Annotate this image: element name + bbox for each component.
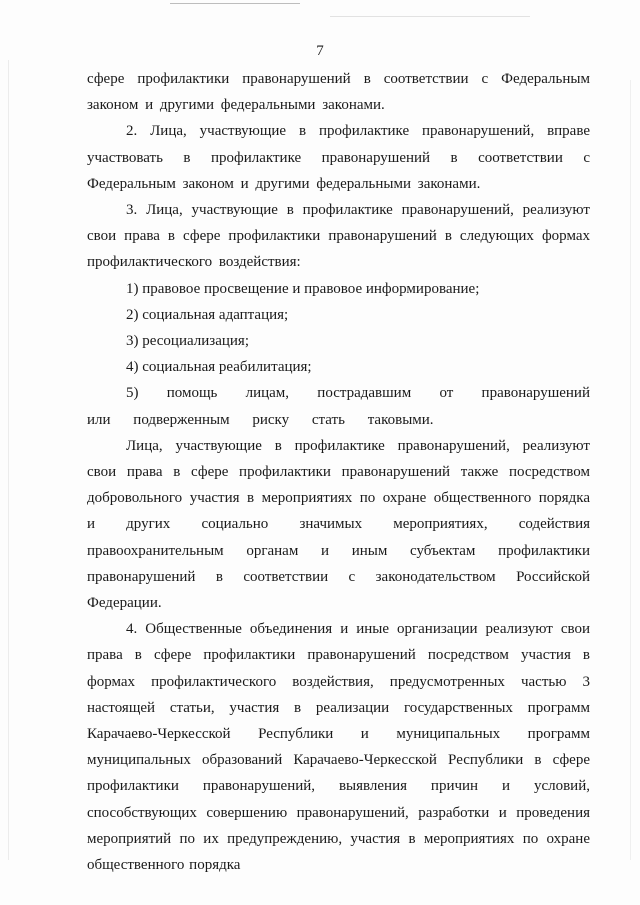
list-item-5: 5) помощь лицам, пострадавшим от правонарушений или подверженным риску стать таковыми.	[87, 385, 590, 428]
scan-artifact-top-right	[330, 16, 530, 17]
list-item-1: 1) правовое просвещение и правовое информирование;	[126, 280, 480, 297]
paragraph-continuation: сфере профилактики правонарушений в соответствии с Федеральным законом и другими федеральными законами.	[87, 71, 590, 114]
page-number: 7	[316, 43, 324, 59]
list-item-3: 3) ресоциализация;	[126, 333, 249, 350]
scan-artifact-top	[170, 3, 300, 4]
document-body	[87, 66, 590, 878]
paragraph-participants-rights: Лица, участвующие в профилактике правонарушений, реализуют свои права в сфере профилактики правонарушений также посредством добровольного участия в мероприятиях по охране общественного порядка и других социально значимых мероприятиях, содействия правоохранительным органам и иным субъектам профилактики правонарушений в соответствии с законодательством Российской Федерации.	[87, 437, 590, 612]
list-item-4: 4) социальная реабилитация;	[126, 359, 312, 376]
paragraph-part-2: 2. Лица, участвующие в профилактике правонарушений, вправе участвовать в профилактике правонарушений в соответствии с Федеральным законом и другими федеральными законами.	[87, 123, 590, 192]
list-item-2: 2) социальная адаптация;	[126, 306, 289, 323]
paragraph-part-3: 3. Лица, участвующие в профилактике правонарушений, реализуют свои права в сфере профилактики правонарушений в следующих формах профилактического воздействия:	[87, 202, 590, 271]
scan-artifact-right-edge	[630, 80, 631, 860]
scan-artifact-left-edge	[8, 60, 9, 860]
paragraph-part-4: 4. Общественные объединения и иные организации реализуют свои права в сфере профилактики правонарушений посредством участия в формах профилактического воздействия, предусмотренных частью 3 настоящей статьи, участия в реализации государственных программ Карачаево-Черкесской Республики и муниципальных программ муниципальных образований Карачаево-Черкесской Республики в сфере профилактики правонарушений, выявления причин и условий, способствующих совершению правонарушений, разработки и проведения мероприятий по их предупреждению, участия в мероприятиях по охране общественного порядка	[87, 621, 590, 874]
